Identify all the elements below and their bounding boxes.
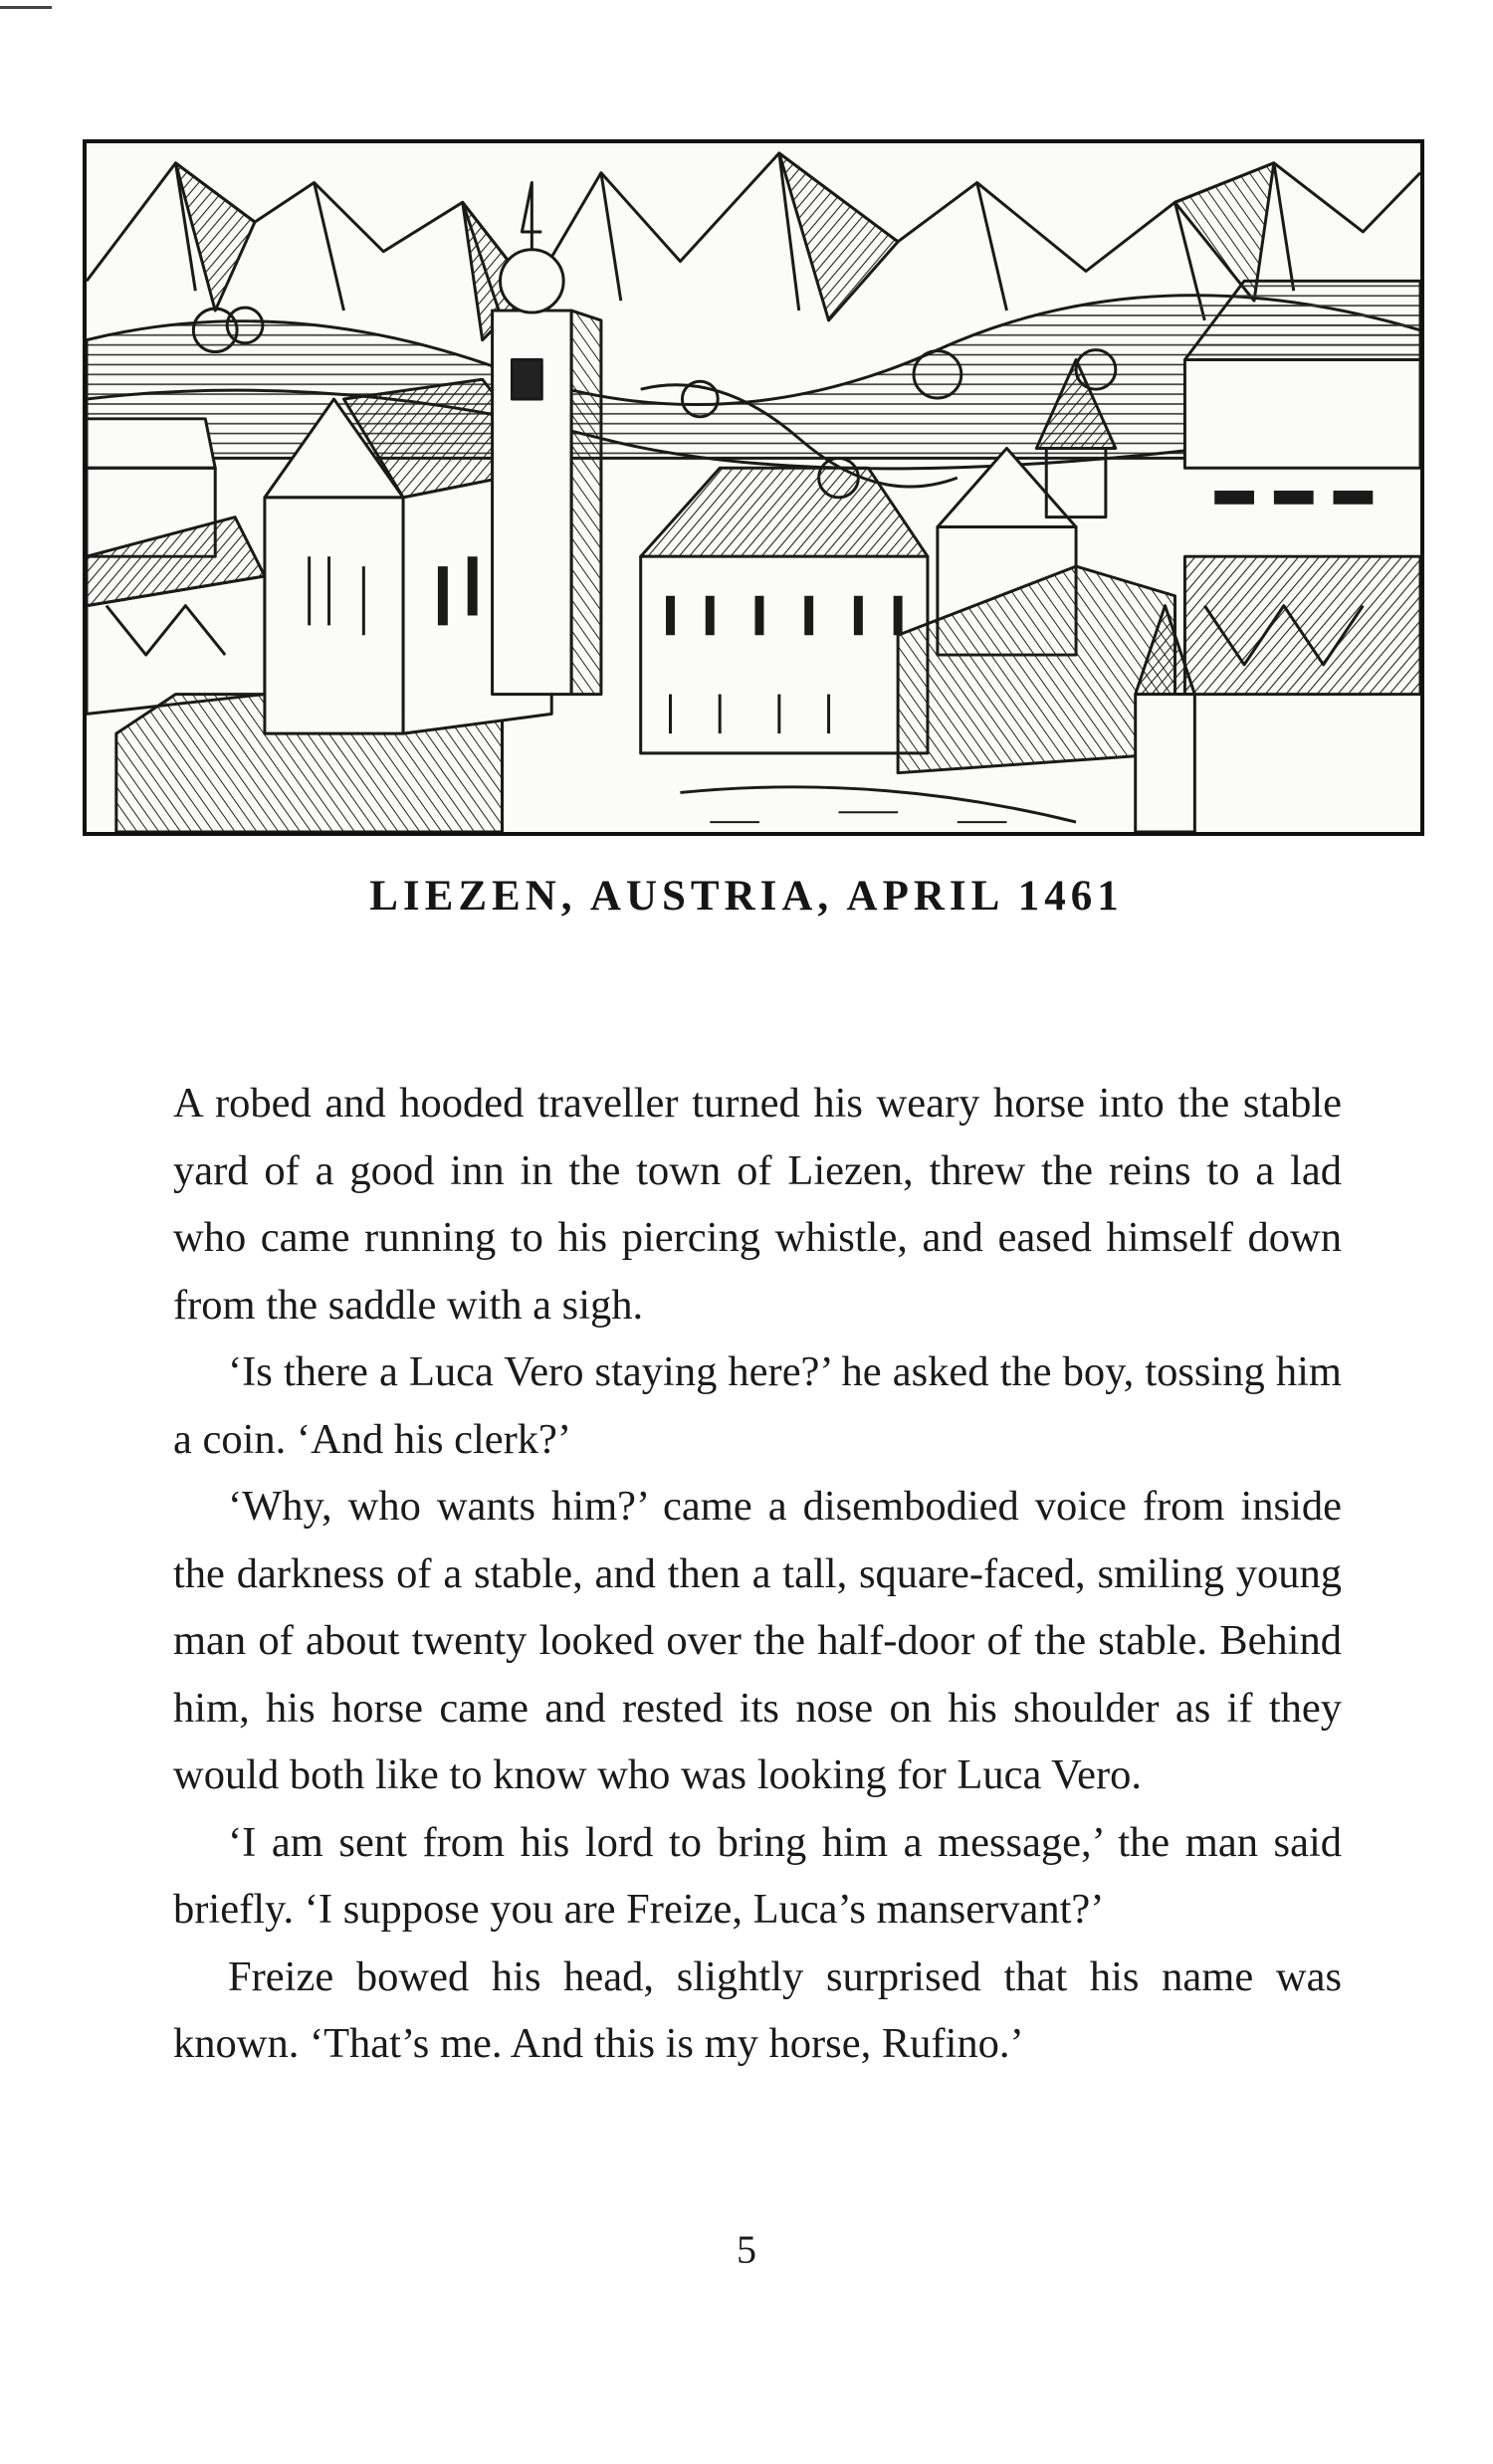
town-illustration	[83, 139, 1424, 836]
chapter-heading: LIEZEN, AUSTRIA, APRIL 1461	[369, 873, 1124, 920]
page-number: 5	[737, 2227, 756, 2272]
body-text	[173, 1070, 1342, 2078]
scan-edge-mark	[0, 6, 52, 9]
paragraph: ‘I am sent from his lord to bring him a message,’ the man said briefly. ‘I suppose you are Freize, Luca’s manservant?’	[173, 1818, 1342, 1933]
paragraph: Freize bowed his head, slightly surprised that his name was known. ‘That’s me. And this is my horse, Rufino.’	[173, 1952, 1342, 2067]
paragraph: A robed and hooded traveller turned his weary horse into the stable yard of a good inn in the town of Liezen, threw the reins to a lad who came running to his piercing whistle, and eased himself down from the saddle with a sigh.	[173, 1080, 1342, 1329]
paragraph: ‘Is there a Luca Vero staying here?’ he asked the boy, tossing him a coin. ‘And his clerk?’	[173, 1348, 1342, 1463]
paragraph: ‘Why, who wants him?’ came a disembodied voice from inside the darkness of a stable, and then a tall, square-faced, smiling young man of about twenty looked over the half-door of the stable. Behind him, his horse came and rested its nose on his shoulder as if they would both like to know who was looking for Luca Vero.	[173, 1483, 1342, 1798]
woodcut-town-scene-icon	[87, 143, 1420, 832]
